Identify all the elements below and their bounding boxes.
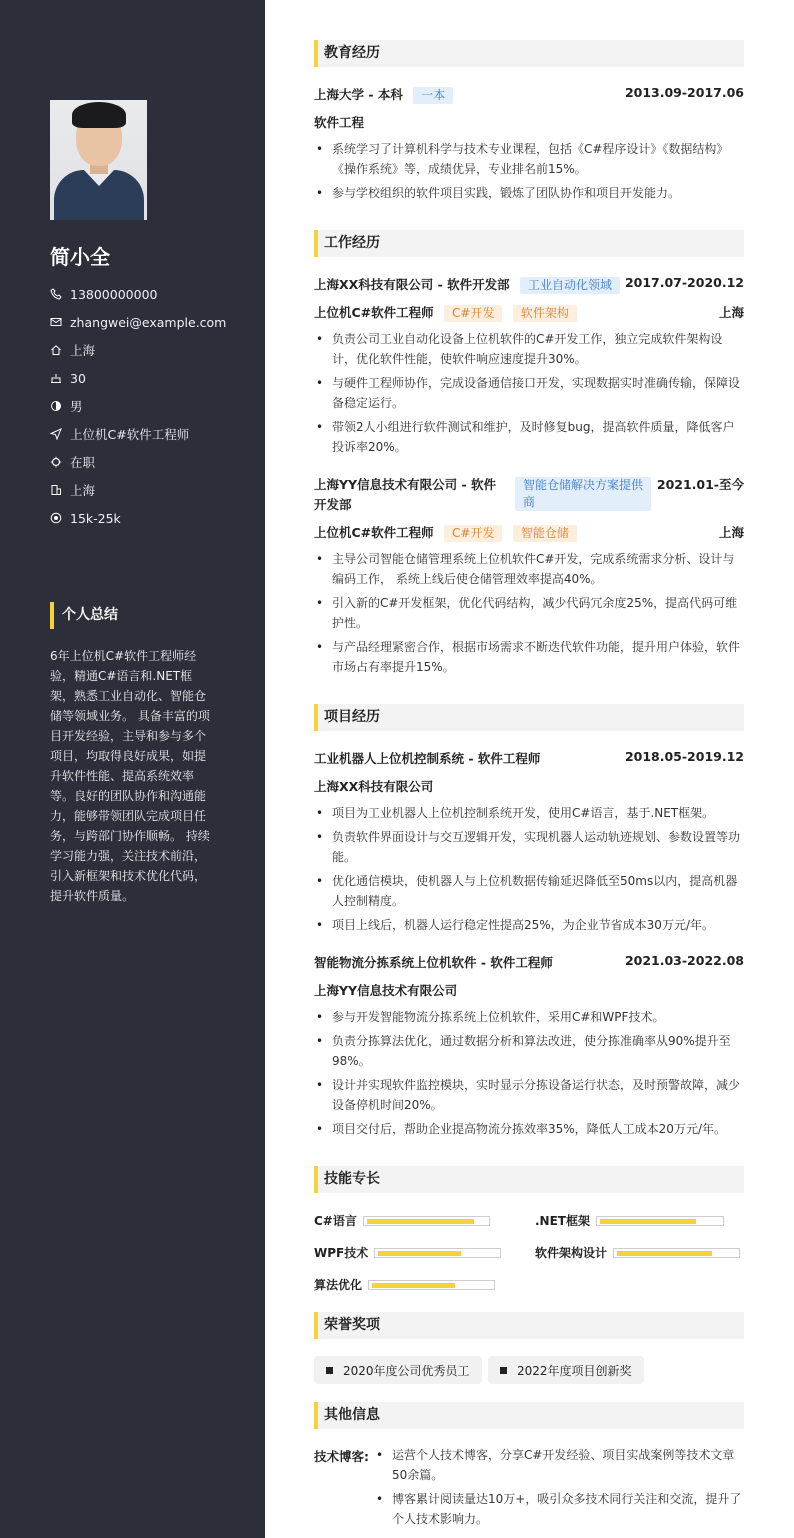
skill-fill (367, 1219, 474, 1224)
skill-bar (363, 1216, 490, 1226)
location-text: 上海 (70, 343, 96, 358)
project-2-name: 智能物流分拣系统上位机软件 - 软件工程师 (314, 955, 553, 970)
award-item (314, 1356, 482, 1384)
award-text: 2022年度项目创新奖 (517, 1363, 632, 1378)
target-icon (50, 512, 62, 524)
job-2-date: 2021.01-至今 (656, 477, 744, 492)
salary-text: 15k-25k (70, 510, 121, 526)
job-1-role (314, 303, 577, 322)
age-text: 30 (70, 370, 86, 386)
list-item: • 系统学习了计算机科学与技术专业课程，包括《C#程序设计》《数据结构》《操作系统》等，成绩优异，专业排名前15%。 (314, 139, 744, 179)
list-item: • 与产品经理紧密合作，根据市场需求不断迭代软件功能，提升用户体验，软件市场占有率提升15%。 (314, 637, 744, 677)
project-1-date: 2018.05-2019.12 (624, 749, 744, 764)
gender-icon (50, 400, 62, 412)
job-industry-tag: 工业自动化领域 (520, 277, 620, 294)
list-item: • 负责分拣算法优化，通过数据分析和算法改进，使分拣准确率从90%提升至98%。 (314, 1031, 744, 1071)
awards-heading: 荣誉奖项 (314, 1312, 744, 1339)
skill-fill (372, 1283, 455, 1288)
send-icon (50, 428, 62, 440)
job-role: 上位机C#软件工程师 (314, 305, 434, 320)
job-2-city: 上海 (718, 525, 744, 540)
job-2-role (314, 523, 577, 542)
project-2-date: 2021.03-2022.08 (624, 953, 744, 968)
edu-date: 2013.09-2017.06 (624, 85, 744, 100)
skill-bar (596, 1216, 724, 1226)
gender-text: 男 (70, 399, 83, 414)
list-item: • 优化通信模块，使机器人与上位机数据传输延迟降低至50ms以内，提高机器人控制精度。 (314, 871, 744, 911)
skill-name: 软件架构设计 (535, 1246, 608, 1260)
skill-item (314, 1276, 495, 1293)
job-1-city: 上海 (718, 305, 744, 320)
edu-tag: 一本 (413, 87, 453, 104)
skill-bar (613, 1248, 740, 1258)
skill-name: WPF技术 (314, 1246, 369, 1260)
skill-name: .NET框架 (535, 1214, 590, 1228)
gender-row (50, 392, 226, 420)
list-item: • 负责软件界面设计与交互逻辑开发，实现机器人运动轨迹规划、参数设置等功能。 (314, 827, 744, 867)
job-company-name: 上海XX科技有限公司 - 软件开发部 (314, 277, 510, 292)
skills-heading: 技能专长 (314, 1166, 744, 1193)
list-item: • 与硬件工程师协作，完成设备通信接口开发，实现数据实时准确传输，保障设备稳定运行。 (314, 373, 744, 413)
cake-icon (50, 372, 62, 384)
mail-icon (50, 316, 62, 328)
position-row (50, 420, 226, 448)
job-skill-tag: 智能仓储 (513, 525, 577, 542)
list-item: • 主导公司智能仓储管理系统上位机软件C#开发，完成系统需求分析、设计与编码工作， 系统上线后使仓储管理效率提高40%。 (314, 549, 744, 589)
job-skill-tag: C#开发 (444, 305, 502, 322)
bullet-square-icon (500, 1367, 507, 1374)
list-item: • 引入新的C#开发框架，优化代码结构，减少代码冗余度25%，提高代码可维护性。 (314, 593, 744, 633)
phone-icon (50, 288, 62, 300)
edu-school (314, 85, 453, 104)
list-item: • 项目上线后，机器人运行稳定性提高25%，为企业节省成本30万元/年。 (314, 915, 744, 935)
job-1-company (314, 275, 620, 294)
candidate-name: 简小全 (50, 245, 110, 269)
project-1-company: 上海XX科技有限公司 (314, 779, 434, 794)
job-2-bullets (314, 549, 744, 681)
edu-major: 软件工程 (314, 115, 365, 130)
list-item: • 博客累计阅读量达10万+，吸引众多技术同行关注和交流，提升了个人技术影响力。 (374, 1489, 744, 1529)
list-item: • 设计并实现软件监控模块，实时显示分拣设备运行状态，及时预警故障，减少设备停机时间20%。 (314, 1075, 744, 1115)
location-row (50, 336, 226, 364)
skill-fill (378, 1251, 461, 1256)
status-text: 在职 (70, 455, 96, 470)
skill-item (314, 1212, 490, 1229)
project-2-bullets (314, 1007, 744, 1143)
skill-bar (374, 1248, 501, 1258)
award-text: 2020年度公司优秀员工 (343, 1363, 470, 1378)
project-1-bullets (314, 803, 744, 939)
list-item: • 参与学校组织的软件项目实践，锻炼了团队协作和项目开发能力。 (314, 183, 744, 203)
position-text: 上位机C#软件工程师 (70, 427, 190, 442)
work-heading: 工作经历 (314, 230, 744, 257)
skill-fill (617, 1251, 712, 1256)
list-item: • 项目交付后，帮助企业提高物流分拣效率35%，降低人工成本20万元/年。 (314, 1119, 744, 1139)
education-heading: 教育经历 (314, 40, 744, 67)
list-item: • 运营个人技术博客，分享C#开发经验、项目实战案例等技术文章50余篇。 (374, 1445, 744, 1485)
age-row (50, 364, 226, 392)
list-item: • 负责公司工业自动化设备上位机软件的C#开发工作，独立完成软件架构设计，优化软件性能，使软件响应速度提升30%。 (314, 329, 744, 369)
city-row (50, 476, 226, 504)
email-text: zhangwei@example.com (70, 314, 227, 330)
other-heading: 其他信息 (314, 1402, 744, 1429)
sidebar (0, 0, 265, 1538)
skill-name: 算法优化 (314, 1278, 363, 1292)
skill-name: C#语言 (314, 1214, 357, 1228)
summary-heading: 个人总结 (50, 602, 118, 629)
email-row (50, 308, 226, 336)
job-skill-tag: C#开发 (444, 525, 502, 542)
city-text: 上海 (70, 483, 96, 498)
projects-heading: 项目经历 (314, 704, 744, 731)
phone-row (50, 280, 226, 308)
job-skill-tag: 软件架构 (513, 305, 577, 322)
blog-label: 技术博客: (314, 1449, 369, 1464)
profile-photo (50, 100, 147, 220)
skill-item (535, 1244, 740, 1261)
contact-info (50, 280, 226, 532)
phone-text: 13800000000 (70, 286, 158, 302)
skill-item (314, 1244, 501, 1261)
award-item (488, 1356, 644, 1384)
status-row (50, 448, 226, 476)
bullet-square-icon (326, 1367, 333, 1374)
blog-bullets (374, 1445, 744, 1533)
list-item: • 项目为工业机器人上位机控制系统开发，使用C#语言，基于.NET框架。 (314, 803, 744, 823)
edu-school-name: 上海大学 - 本科 (314, 87, 403, 102)
job-2-industry-tag: 智能仓储解决方案提供商 (515, 477, 651, 511)
job-role: 上位机C#软件工程师 (314, 525, 434, 540)
home-icon (50, 344, 62, 356)
skill-fill (600, 1219, 696, 1224)
list-item: • 参与开发智能物流分拣系统上位机软件，采用C#和WPF技术。 (314, 1007, 744, 1027)
salary-row (50, 504, 226, 532)
list-item: • 带领2人小组进行软件测试和维护，及时修复bug，提高软件质量，降低客户投诉率20%。 (314, 417, 744, 457)
skill-bar (368, 1280, 495, 1290)
skill-item (535, 1212, 724, 1229)
status-icon (50, 456, 62, 468)
project-2-company: 上海YY信息技术有限公司 (314, 983, 458, 998)
project-1-name: 工业机器人上位机控制系统 - 软件工程师 (314, 751, 541, 766)
edu-bullets (314, 139, 744, 207)
building-icon (50, 484, 62, 496)
job-2-company: 上海YY信息技术有限公司 - 软件开发部 (314, 477, 496, 512)
summary-text: 6年上位机C#软件工程师经验，精通C#语言和.NET框架，熟悉工业自动化、智能仓储等领域业务。 具备丰富的项目开发经验，主导和参与多个项目，均取得良好成果，如提升软件性能、提高系统效率等。良好的团队协作和沟通能力，能够带领团队完成项目任务，与跨部门协作顺畅。 持续学习能力强，关注技术前沿，引入新框架和技术优化代码，提升软件质量。 (50, 649, 210, 903)
job-1-date: 2017.07-2020.12 (624, 275, 744, 290)
job-1-bullets (314, 329, 744, 461)
